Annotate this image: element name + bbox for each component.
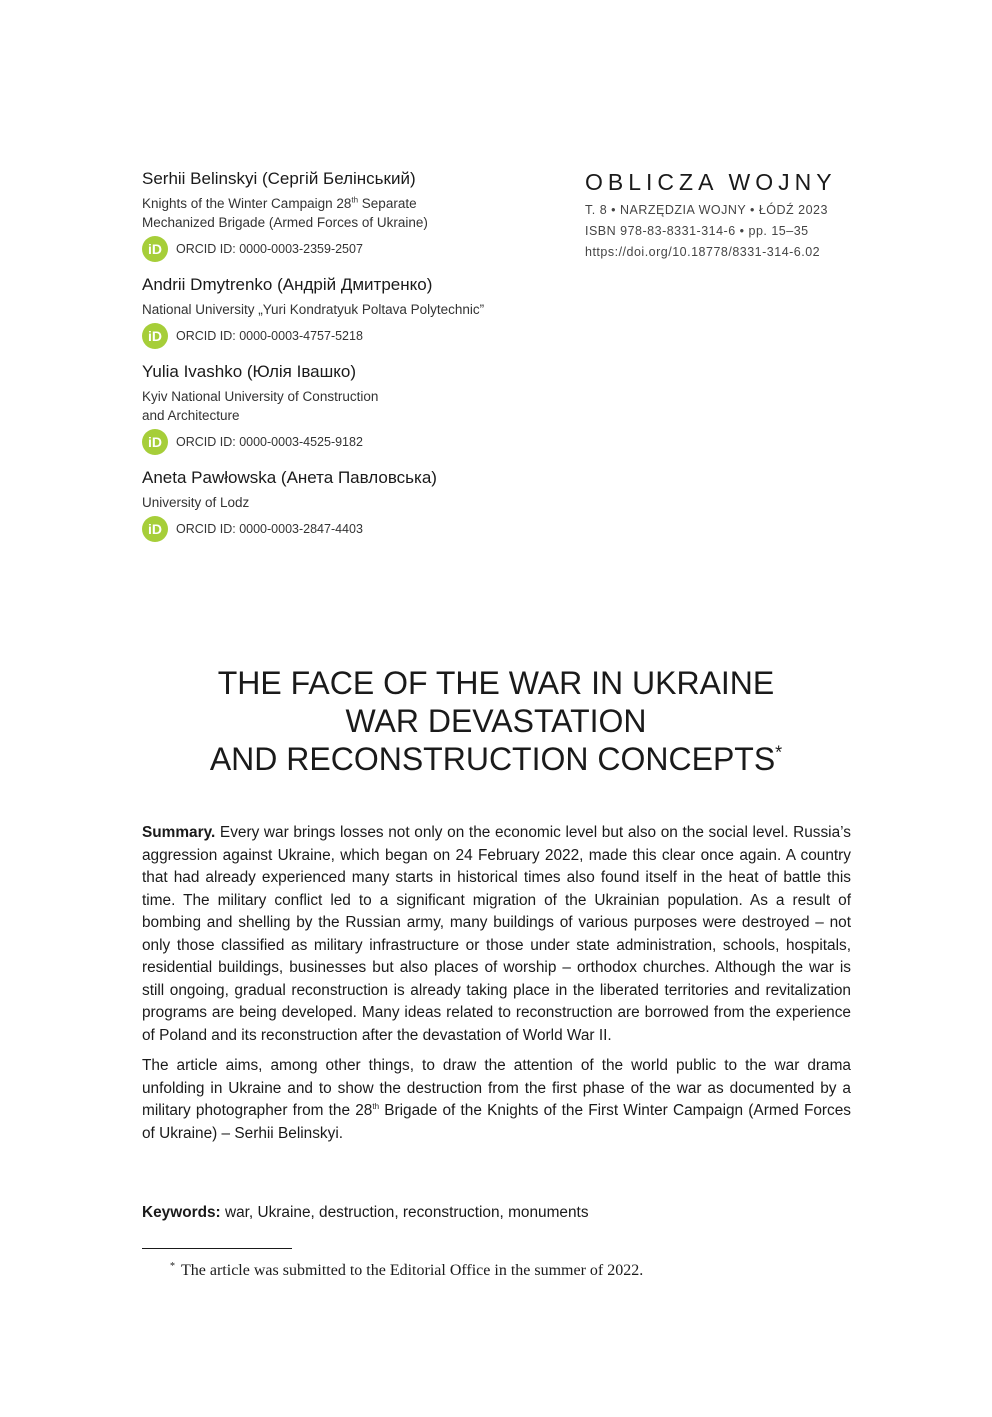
summary-paragraph (142, 822, 851, 1047)
affiliation-sup: th (351, 195, 359, 205)
author-list (142, 168, 542, 554)
author-affiliation (142, 493, 542, 512)
summary-text: The article aims, among other things, to draw the attention of the world public to the war drama unfolding in Ukraine and to show the destruction from the first phase of the war as documented by a military photographer from the 28 (142, 1057, 851, 1119)
affiliation-text: and Architecture (142, 408, 240, 423)
footnote-mark: * (170, 1260, 175, 1272)
footnote (170, 1260, 850, 1282)
affiliation-text: National University „Yuri Kondratyuk Poltava Polytechnic” (142, 302, 485, 317)
keywords-text: war, Ukraine, destruction, reconstruction, monuments (220, 1204, 589, 1221)
orcid-row (142, 323, 542, 349)
summary-section (142, 822, 851, 1153)
orcid-id[interactable]: ORCID ID: 0000-0003-4525-9182 (176, 435, 363, 449)
author-name: Andrii Dmytrenko (Андрій Дмитренко) (142, 275, 433, 294)
author-name: Yulia Ivashko (Юлія Івашко) (142, 362, 356, 381)
author-entry (142, 467, 542, 542)
orcid-icon[interactable]: iD (142, 516, 168, 542)
keywords (142, 1202, 851, 1224)
title-line: WAR DEVASTATION (345, 703, 647, 739)
author-name: Aneta Pawłowska (Анета Павловська) (142, 468, 437, 487)
summary-label: Summary. (142, 824, 216, 841)
footnote-divider (142, 1248, 292, 1249)
title-text: AND RECONSTRUCTION CONCEPTS (209, 741, 776, 777)
orcid-row (142, 429, 542, 455)
author-entry (142, 168, 542, 262)
journal-title: OBLICZA WOJNY (585, 169, 837, 195)
journal-header (585, 168, 855, 263)
affiliation-text: Kyiv National University of Construction (142, 389, 379, 404)
affiliation-text: Separate (358, 196, 417, 211)
summary-text: Every war brings losses not only on the economic level but also on the social level. Russia’s aggression against Ukraine, which began on 24 February 2022, made this clear once again. A country that had already experienced many starts in historical times also found itself in the heat of battle this time. The military conflict led to a significant migration of the Ukrainian population. As a result of bombing and shelling by the Russian army, many buildings of various purposes were destroyed – not only those classified as military infrastructure or those under state administration, schools, hospitals, residential buildings, businesses but also places of worship – orthodox churches. Although the war is still ongoing, gradual reconstruction is already taking place in the liberated territories and revitalization programs are being developed. Many ideas related to reconstruction are borrowed from the experience of Poland and its reconstruction after the devastation of World War II. (142, 824, 851, 1044)
orcid-row (142, 516, 542, 542)
footnote-text: The article was submitted to the Editorial Office in the summer of 2022. (181, 1262, 644, 1279)
keywords-label: Keywords: (142, 1204, 221, 1221)
journal-isbn: ISBN 978-83-8331-314-6 • pp. 15–35 (585, 224, 809, 238)
affiliation-text: Mechanized Brigade (Armed Forces of Ukraine) (142, 215, 428, 230)
article-title (100, 664, 892, 778)
orcid-icon[interactable]: iD (142, 323, 168, 349)
author-affiliation (142, 300, 542, 319)
journal-doi[interactable]: https://doi.org/10.18778/8331-314-6.02 (585, 245, 821, 259)
journal-volume: T. 8 • NARZĘDZIA WOJNY • ŁÓDŹ 2023 (585, 203, 828, 217)
affiliation-text: University of Lodz (142, 495, 250, 510)
orcid-row (142, 236, 542, 262)
summary-paragraph (142, 1055, 851, 1145)
author-name: Serhii Belinskyi (Сергій Белінський) (142, 169, 416, 188)
affiliation-text: Knights of the Winter Campaign 28 (142, 196, 352, 211)
author-affiliation (142, 387, 542, 425)
summary-sup: th (372, 1101, 380, 1111)
title-line: THE FACE OF THE WAR IN UKRAINE (217, 665, 775, 701)
orcid-id[interactable]: ORCID ID: 0000-0003-2847-4403 (176, 522, 363, 536)
author-entry (142, 361, 542, 455)
orcid-icon[interactable]: iD (142, 429, 168, 455)
orcid-id[interactable]: ORCID ID: 0000-0003-2359-2507 (176, 242, 363, 256)
footnote-marker[interactable]: * (775, 742, 783, 763)
summary-text: Brigade of the Knights of the First Winter Campaign (Armed Forces of Ukraine) – Serhii Belinskyi. (142, 1102, 851, 1142)
orcid-icon[interactable]: iD (142, 236, 168, 262)
author-entry (142, 274, 542, 349)
orcid-id[interactable]: ORCID ID: 0000-0003-4757-5218 (176, 329, 363, 343)
author-affiliation (142, 194, 542, 232)
title-line (100, 740, 892, 778)
